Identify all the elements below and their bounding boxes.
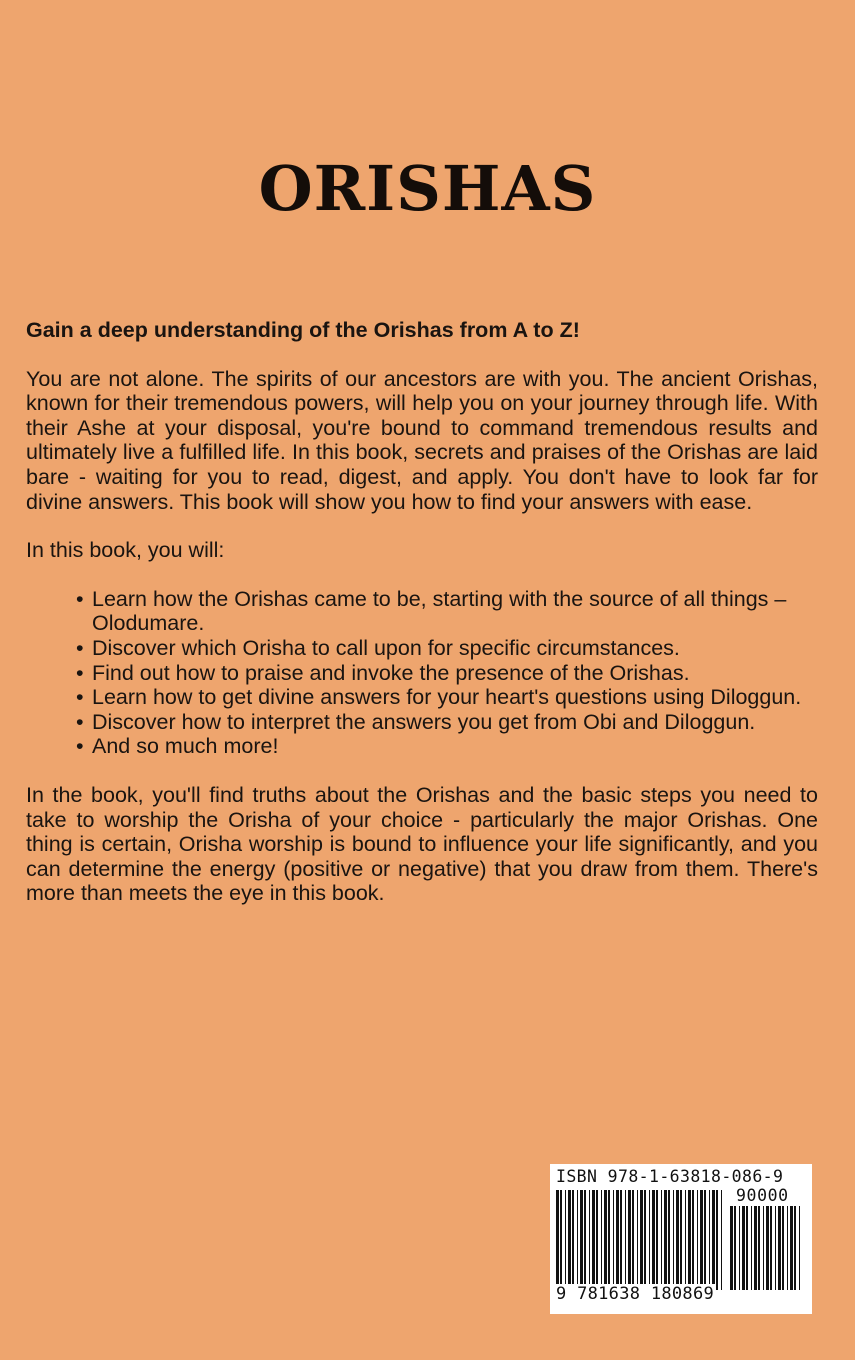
barcode-bar — [787, 1206, 788, 1290]
list-item — [76, 685, 818, 710]
list-item-text: Learn how to get divine answers for your heart's questions using Diloggun. — [92, 685, 802, 710]
bullet-icon: • — [76, 734, 84, 759]
barcode-bar — [794, 1206, 796, 1290]
feature-list — [26, 587, 818, 759]
list-item — [76, 734, 818, 759]
barcode-bar — [644, 1190, 646, 1290]
list-item — [76, 661, 818, 686]
price-code: 90000 — [736, 1186, 789, 1205]
barcode-bar — [661, 1190, 662, 1290]
barcode-bar — [751, 1206, 752, 1290]
list-item — [76, 636, 818, 661]
barcode-bar — [685, 1190, 686, 1290]
barcode-bar — [620, 1190, 622, 1290]
barcode-bar — [580, 1190, 583, 1290]
barcode-bar — [758, 1206, 760, 1290]
barcode-bar — [700, 1190, 703, 1290]
barcode-bar — [778, 1206, 781, 1290]
barcode-bar — [782, 1206, 784, 1290]
barcode-bar — [721, 1190, 722, 1290]
barcode-bar — [568, 1190, 571, 1290]
book-title: ORISHAS — [258, 152, 597, 225]
barcode-bar — [746, 1206, 748, 1290]
barcode-bar — [673, 1190, 674, 1290]
barcode-bar — [592, 1190, 595, 1290]
barcode-bar — [742, 1206, 745, 1290]
tagline: Gain a deep understanding of the Orishas from A to Z! — [26, 318, 580, 342]
barcode-bar — [712, 1190, 715, 1290]
barcode-bar — [790, 1206, 793, 1290]
barcode-bar — [608, 1190, 610, 1290]
barcode-bar — [656, 1190, 658, 1290]
barcode-bar — [637, 1190, 638, 1290]
barcode-bar — [697, 1190, 698, 1290]
list-item — [76, 587, 818, 636]
barcode-bar — [676, 1190, 679, 1290]
barcode-bar — [589, 1190, 590, 1290]
barcode-bar — [692, 1190, 694, 1290]
barcode-bar — [625, 1190, 626, 1290]
bullet-icon: • — [76, 660, 84, 685]
list-item — [76, 710, 818, 735]
bullet-icon: • — [76, 709, 84, 734]
barcode-bar — [799, 1206, 800, 1290]
barcode-bar — [577, 1190, 578, 1290]
description-paragraph-1: You are not alone. The spirits of our ancestors are with you. The ancient Orishas, known for their tremendous powers, will help you on your journey through life. With their Ashe at your disposal, you're bound to command tremendous results and ultimately live a fulfilled life. In this book, secrets and praises of the Orishas are laid bare - waiting for you to read, digest, and apply. You don't have to look far for divine answers. This book will show you how to find your answers with ease. — [26, 366, 818, 514]
barcode-bar — [649, 1190, 650, 1290]
barcode-addon-bars-icon — [730, 1206, 804, 1302]
barcode-bar — [680, 1190, 682, 1290]
barcode-bar — [565, 1190, 566, 1290]
barcode-bar — [730, 1206, 733, 1290]
bullet-icon: • — [76, 685, 84, 710]
barcode-bar — [754, 1206, 757, 1290]
barcode-bar — [763, 1206, 764, 1290]
barcode-bar — [652, 1190, 655, 1290]
isbn-barcode — [550, 1164, 812, 1314]
barcode-bar — [601, 1190, 602, 1290]
barcode-bar — [734, 1206, 736, 1290]
list-item-text: Discover how to interpret the answers you get from Obi and Diloggun. — [92, 709, 756, 734]
barcode-bar — [770, 1206, 772, 1290]
barcode-bar — [688, 1190, 691, 1290]
list-item-text: Discover which Orisha to call upon for specific circumstances. — [92, 635, 680, 660]
description-paragraph-2: In the book, you'll find truths about the Orishas and the basic steps you need to take to worship the Orisha of your choice - particularly the major Orishas. One thing is certain, Orisha worship is bound to influence your life significantly, and you can determine the energy (positive or negative) that you draw from them. There's more than meets the eye in this book. — [26, 782, 818, 906]
barcode-bar — [572, 1190, 574, 1290]
barcode-digits: 9 781638 180869 — [556, 1284, 715, 1304]
list-item-text: Learn how the Orishas came to be, starting with the source of all things – Olodumare. — [92, 586, 787, 636]
barcode-bar — [584, 1190, 586, 1290]
barcode-bar — [596, 1190, 598, 1290]
barcode-bar — [640, 1190, 643, 1290]
barcode-bar — [716, 1190, 718, 1290]
list-item-text: And so much more! — [92, 734, 279, 759]
bullet-icon: • — [76, 635, 84, 660]
barcode-bar — [709, 1190, 710, 1290]
back-cover-text — [26, 318, 818, 906]
bullet-icon: • — [76, 586, 84, 611]
barcode-bar — [704, 1190, 706, 1290]
barcode-bar — [664, 1190, 667, 1290]
barcode-bar — [616, 1190, 619, 1290]
barcode-bar — [739, 1206, 740, 1290]
barcode-bar — [632, 1190, 634, 1290]
list-item-text: Find out how to praise and invoke the presence of the Orishas. — [92, 660, 690, 685]
list-intro: In this book, you will: — [26, 538, 225, 563]
isbn-label: ISBN 978-1-63818-086-9 — [556, 1167, 784, 1186]
barcode-bar — [604, 1190, 607, 1290]
barcode-bar — [628, 1190, 631, 1290]
barcode-bar — [775, 1206, 776, 1290]
barcode-bar — [766, 1206, 769, 1290]
